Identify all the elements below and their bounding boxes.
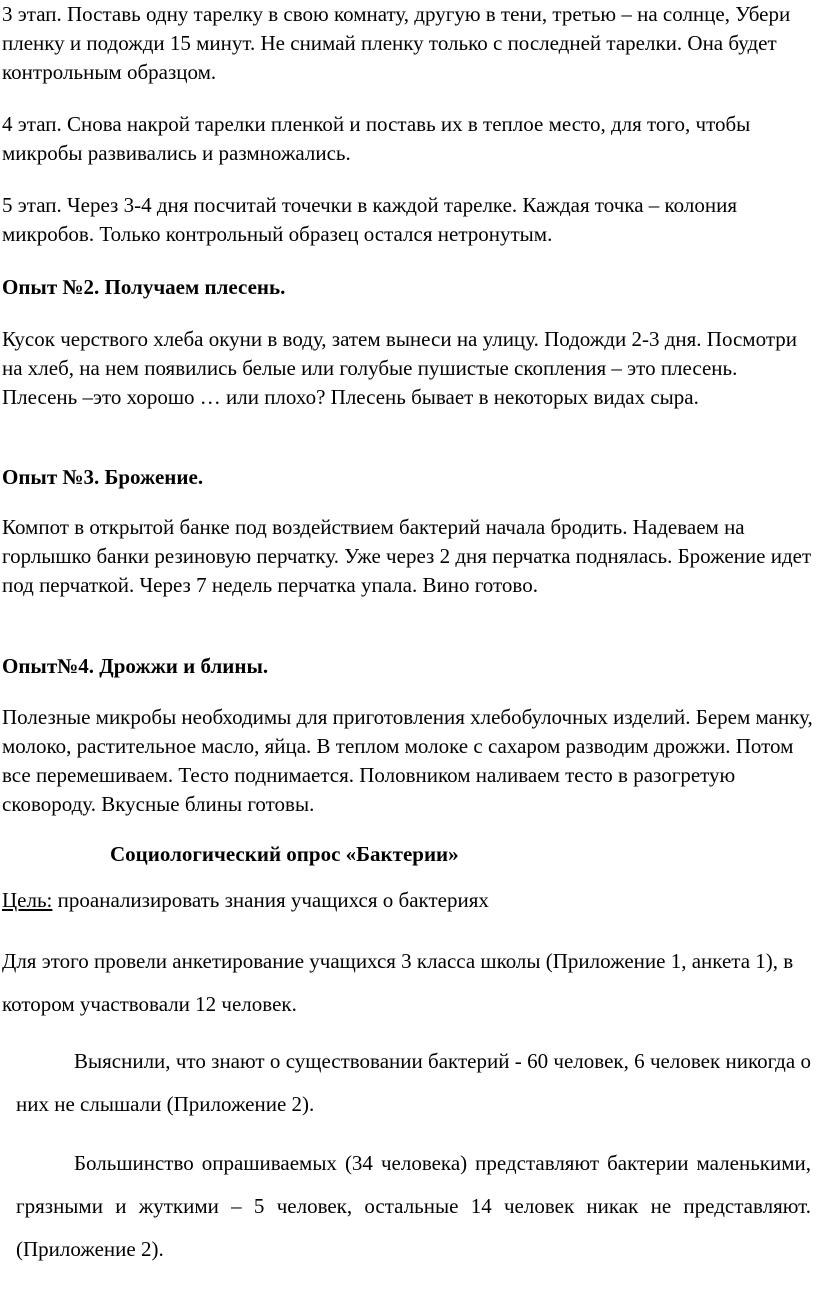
paragraph-stage-3: 3 этап. Поставь одну тарелку в свою комнату, другую в тени, третью – на солнце, Убери пленку и подожди 15 минут. Не снимай пленку только с последней тарелки. Она будет контрольным образцом. xyxy=(2,2,791,84)
goal-text: проанализировать знания учащихся о бактериях xyxy=(52,888,489,912)
heading-experiment-3: Опыт №3. Брожение. xyxy=(2,465,204,489)
goal-line xyxy=(2,886,816,915)
paragraph-stage-4: 4 этап. Снова накрой тарелки пленкой и поставь их в теплое место, для того, чтобы микробы развивались и размножались. xyxy=(2,112,751,165)
paragraph-survey-knowledge: Выяснили, что знают о существовании бактерий - 60 человек, 6 человек никогда о них не слышали (Приложение 2). xyxy=(16,1049,811,1116)
paragraph-survey-intro: Для этого провели анкетирование учащихся 3 класса школы (Приложение 1, анкета 1), в котором участвовали 12 человек. xyxy=(2,949,794,1016)
goal-label: Цель: xyxy=(2,888,53,912)
paragraph-fermentation: Компот в открытой банке под воздействием бактерий начала бродить. Надеваем на горлышко банки резиновую перчатку. Уже через 2 дня перчатка поднялась. Брожение идет под перчаткой. Через 7 недель перчатка упала. Вино готово. xyxy=(2,515,812,597)
paragraph-stage-5: 5 этап. Через 3-4 дня посчитай точечки в каждой тарелке. Каждая точка – колония микробов. Только контрольный образец остался нетронутым. xyxy=(2,193,737,246)
survey-title: Социологический опрос «Бактерии» xyxy=(110,842,459,866)
heading-experiment-4: Опыт№4. Дрожжи и блины. xyxy=(2,654,269,678)
paragraph-yeast-pancakes: Полезные микробы необходимы для приготовления хлебобулочных изделий. Берем манку, молоко, растительное масло, яйца. В теплом молоке с сахаром разводим дрожжи. Потом все перемешиваем. Тесто поднимается. Половником наливаем тесто в разогретую сковороду. Вкусные блины готовы. xyxy=(2,705,813,816)
heading-experiment-2: Опыт №2. Получаем плесень. xyxy=(2,275,286,299)
paragraph-survey-imagination: Большинство опрашиваемых (34 человека) представляют бактерии маленькими, грязными и жуткими – 5 человек, остальные 14 человек никак не представляют. (Приложение 2). xyxy=(16,1151,811,1261)
paragraph-mold: Кусок черствого хлеба окуни в воду, затем вынеси на улицу. Подожди 2-3 дня. Посмотри на хлеб, на нем появились белые или голубые пушистые скопления – это плесень. Плесень –это хорошо … или плохо? Плесень бывает в некоторых видах сыра. xyxy=(2,327,797,409)
